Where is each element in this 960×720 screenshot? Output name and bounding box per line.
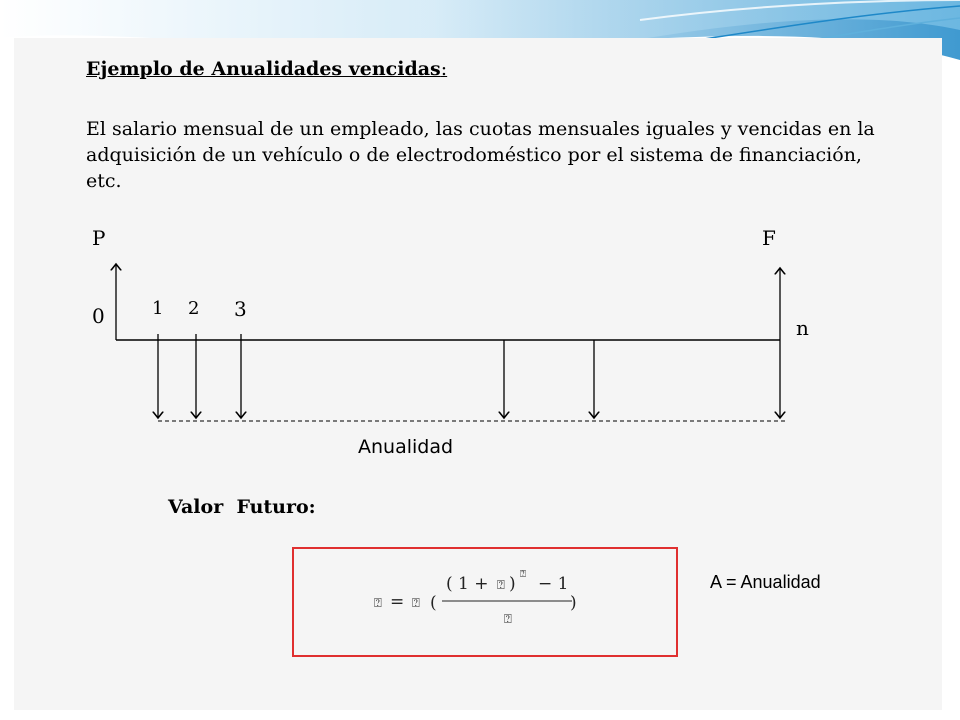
label-annuity: Anualidad (358, 436, 454, 458)
label-period-n: n (796, 316, 809, 340)
title-colon: : (440, 58, 448, 80)
slide-paragraph: El salario mensual de un empleado, las cuotas mensuales iguales y vencidas en la adquisición de un vehículo o de electrodoméstico por el sistema de financiación, etc. (86, 118, 875, 192)
formula-legend: A = Anualidad (710, 572, 821, 592)
formula-numerator-left: ( 1 + (446, 574, 489, 594)
label-p: P (92, 226, 106, 250)
formula-minus-one: − 1 (538, 574, 569, 594)
formula-lhs-symbol: ⍰ (374, 596, 382, 611)
formula-numerator-close: ) (509, 574, 516, 594)
formula-open-paren: ( (430, 593, 437, 613)
formula-equals: = (390, 592, 405, 612)
label-period-0: 0 (92, 304, 105, 328)
label-f: F (762, 226, 776, 250)
label-period-3: 3 (234, 297, 247, 321)
formula-coef-symbol: ⍰ (412, 596, 420, 611)
formula-denominator: ⍰ (504, 612, 512, 627)
formula-box (292, 547, 678, 657)
formula-close-paren: ) (570, 593, 577, 613)
formula-numerator-var: ⍰ (497, 578, 505, 593)
slide-title: Ejemplo de Anualidades vencidas: (86, 58, 448, 80)
formula-exponent: ⍰ (520, 569, 526, 580)
future-value-heading: Valor Futuro: (168, 496, 316, 518)
label-period-1: 1 (152, 298, 164, 319)
label-period-2: 2 (188, 298, 200, 319)
future-value-formula (294, 549, 676, 655)
